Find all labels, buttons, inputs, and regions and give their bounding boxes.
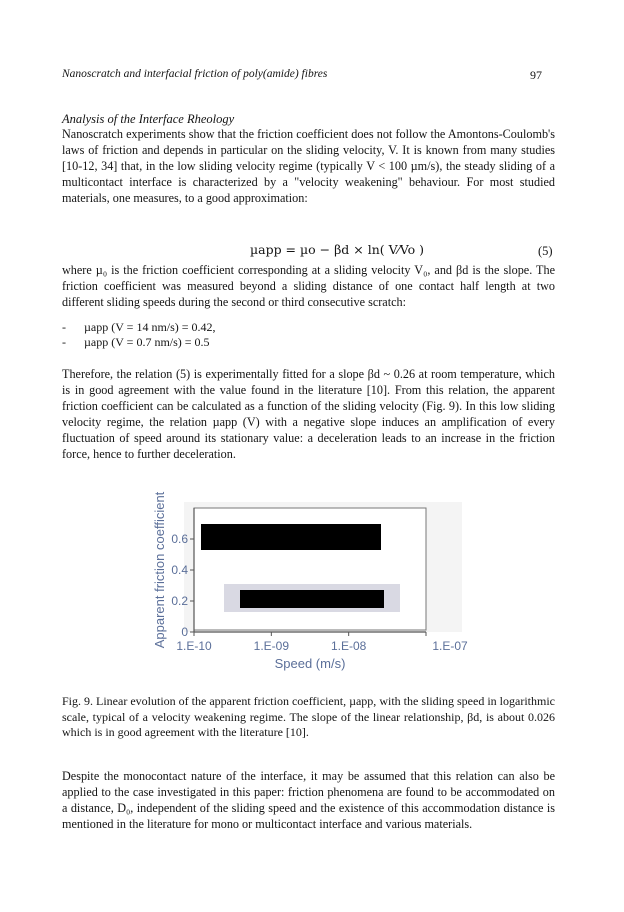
paragraph-definitions: where µ₀ is the friction coefficient corresponding at a sliding velocity V₀, and βd is the slope. The friction coefficient was measured beyond a sliding distance of one contact half length at two different sliding speeds during the second or third consecutive scratch: bbox=[62, 263, 555, 309]
measurement-list bbox=[62, 320, 542, 350]
friction-chart bbox=[150, 468, 470, 674]
paragraph-fit: Therefore, the relation (5) is experimentally fitted for a slope βd ~ 0.26 at room temperature, which is in good agreement with the value found in the literature [10]. From this relation, the apparent friction coefficient can be calculated as a function of the sliding velocity (Fig. 9). In this low sliding velocity regime, the relation µapp (V) with a negative slope induces an amplification of every fluctuation of speed around its stationary value: a deceleration leads to an increase in the friction force, hence to further deceleration. bbox=[62, 367, 555, 461]
y-axis-label: Apparent friction coefficient bbox=[152, 491, 167, 649]
redaction-box-lower bbox=[240, 590, 384, 608]
y-tick-label: 0.6 bbox=[171, 532, 188, 546]
x-tick-label: 1.E-09 bbox=[253, 639, 290, 653]
y-tick-label: 0 bbox=[181, 625, 188, 639]
x-tick-label: 1.E-08 bbox=[330, 639, 367, 653]
running-title: Nanoscratch and interfacial friction of poly(amide) fibres bbox=[62, 68, 328, 80]
x-axis-label: Speed (m/s) bbox=[274, 656, 346, 671]
list-item-text: µapp (V = 14 nm/s) = 0.42, bbox=[84, 320, 216, 334]
x-tick-label: 1.E-10 bbox=[176, 639, 212, 653]
list-item: - µapp (V = 0.7 nm/s) = 0.5 bbox=[62, 335, 210, 349]
equation-formula: µapp = µo − βd × ln( V⁄Vo ) bbox=[250, 242, 424, 257]
y-tick-label: 0.4 bbox=[171, 563, 188, 577]
equation-number: (5) bbox=[538, 244, 553, 258]
figure-chart bbox=[150, 468, 470, 674]
paragraph-conclusion: Despite the monocontact nature of the interface, it may be assumed that this relation can also be applied to the case investigated in this paper: friction phenomena are found to be accommodated on a distance, D₀, independent of the sliding speed and the existence of this accommodation distance is mentioned in the literature for mono or multicontact interface and various materials. bbox=[62, 769, 555, 831]
redaction-box-upper bbox=[201, 524, 381, 550]
page-number: 97 bbox=[530, 68, 542, 82]
list-item-text: µapp (V = 0.7 nm/s) = 0.5 bbox=[84, 335, 210, 349]
figure-caption: Fig. 9. Linear evolution of the apparent friction coefficient, µapp, with the sliding speed in logarithmic scale, typical of a velocity weakening regime. The slope of the linear relationship, βd, is about 0.026 which is in good agreement with the literature [10]. bbox=[62, 694, 555, 739]
list-item: - µapp (V = 14 nm/s) = 0.42, bbox=[62, 320, 216, 334]
y-tick-label: 0.2 bbox=[171, 594, 188, 608]
paragraph-intro: Nanoscratch experiments show that the friction coefficient does not follow the Amontons-Coulomb's laws of friction and depends in particular on the sliding velocity, V. It is known from many studies [10-12, 34] that, in the low sliding velocity regime (typically V < 100 µm/s), the steady sliding of a multicontact interface is characterized by a "velocity weakening" behaviour. For most studied materials, one measures, to a good approximation: bbox=[62, 127, 555, 205]
x-tick-label: 1.E-07 bbox=[432, 639, 468, 653]
section-heading: Analysis of the Interface Rheology bbox=[62, 112, 235, 126]
